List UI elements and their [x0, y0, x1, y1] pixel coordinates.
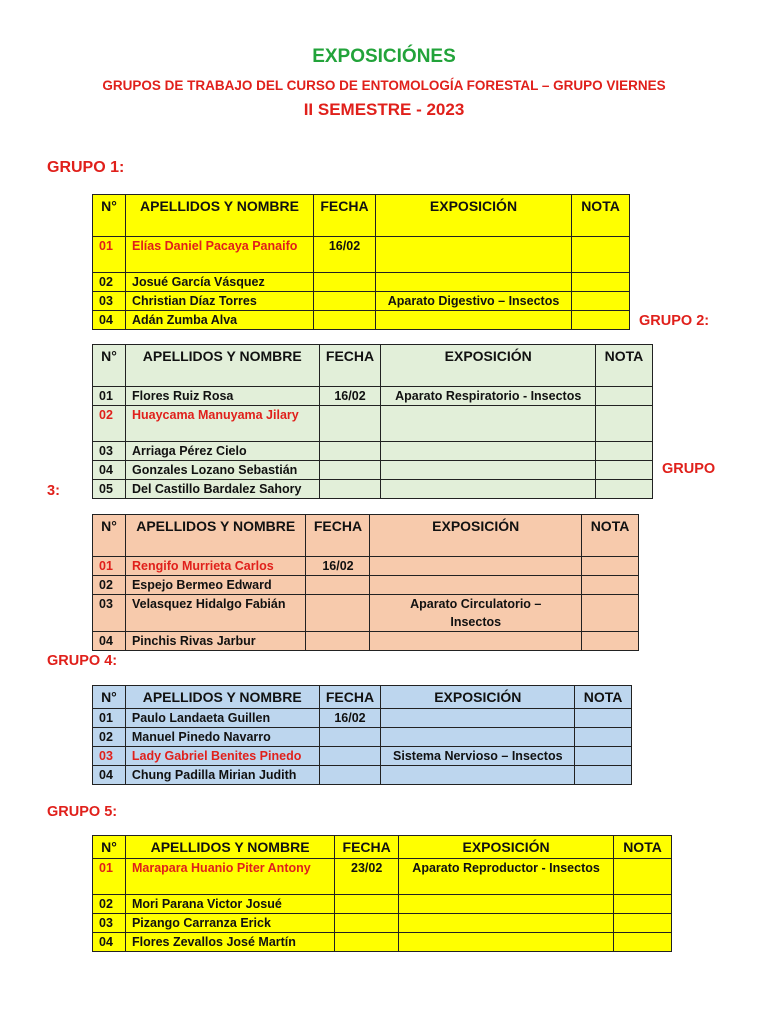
col-header-number: N° [93, 515, 126, 557]
grade-cell [595, 406, 652, 442]
table-row [93, 709, 632, 728]
row-number: 01 [93, 387, 126, 406]
col-header-date: FECHA [335, 836, 399, 859]
exposition-date [319, 728, 381, 747]
exposition-topic [370, 557, 582, 576]
exposition-date [335, 895, 399, 914]
row-number: 04 [93, 311, 126, 330]
col-header-grade: NOTA [575, 686, 632, 709]
table-row [93, 273, 630, 292]
col-header-exposition: EXPOSICIÓN [381, 686, 575, 709]
grade-cell [582, 576, 639, 595]
col-header-number: N° [93, 345, 126, 387]
col-header-exposition: EXPOSICIÓN [376, 195, 572, 237]
exposition-topic [376, 237, 572, 273]
row-number: 04 [93, 933, 126, 952]
exposition-topic: Sistema Nervioso – Insectos [381, 747, 575, 766]
row-number: 04 [93, 461, 126, 480]
table-row [93, 766, 632, 785]
exposition-date: 16/02 [319, 387, 381, 406]
row-number: 04 [93, 632, 126, 651]
exposition-date [319, 442, 381, 461]
exposition-date [314, 292, 376, 311]
exposition-date [306, 576, 370, 595]
group-2-table [92, 344, 653, 499]
student-name: Josué García Vásquez [126, 273, 314, 292]
exposition-date [335, 933, 399, 952]
row-number: 03 [93, 595, 126, 632]
table-row [93, 557, 639, 576]
table-row [93, 442, 653, 461]
exposition-topic [381, 442, 596, 461]
table-row [93, 292, 630, 311]
grade-cell [572, 273, 630, 292]
student-name: Elías Daniel Pacaya Panaifo [126, 237, 314, 273]
group-5-label: GRUPO 5: [47, 804, 118, 820]
exposition-date [306, 632, 370, 651]
document-title: EXPOSICIÓNES [312, 46, 456, 67]
row-number: 05 [93, 480, 126, 499]
row-number: 03 [93, 292, 126, 311]
exposition-topic [381, 480, 596, 499]
row-number: 02 [93, 273, 126, 292]
student-name: Lady Gabriel Benites Pinedo [125, 747, 319, 766]
student-name: Adán Zumba Alva [126, 311, 314, 330]
semester-label: II SEMESTRE - 2023 [303, 100, 465, 119]
group-2-label: GRUPO 2: [639, 313, 710, 329]
exposition-date [319, 406, 381, 442]
col-header-exposition: EXPOSICIÓN [381, 345, 596, 387]
table-row [93, 406, 653, 442]
col-header-number: N° [93, 686, 126, 709]
grade-cell [572, 292, 630, 311]
table-row [93, 933, 672, 952]
table-row [93, 461, 653, 480]
col-header-grade: NOTA [614, 836, 672, 859]
row-number: 02 [93, 406, 126, 442]
row-number: 03 [93, 747, 126, 766]
grade-cell [595, 461, 652, 480]
col-header-date: FECHA [319, 686, 381, 709]
group-3-label-cont: 3: [47, 483, 60, 499]
exposition-topic [376, 311, 572, 330]
exposition-topic [370, 632, 582, 651]
grade-cell [614, 914, 672, 933]
exposition-date: 16/02 [314, 237, 376, 273]
col-header-name: APELLIDOS Y NOMBRE [125, 686, 319, 709]
table-row [93, 480, 653, 499]
student-name: Huaycama Manuyama Jilary [125, 406, 319, 442]
exposition-date [319, 480, 381, 499]
exposition-date: 16/02 [319, 709, 381, 728]
col-header-number: N° [93, 195, 126, 237]
document-subtitle: GRUPOS DE TRABAJO DEL CURSO DE ENTOMOLOGÍA FORESTAL – GRUPO VIERNES [102, 78, 666, 93]
student-name: Espejo Bermeo Edward [125, 576, 306, 595]
col-header-date: FECHA [319, 345, 381, 387]
exposition-date: 16/02 [306, 557, 370, 576]
group-4-label: GRUPO 4: [47, 653, 118, 669]
col-header-name: APELLIDOS Y NOMBRE [126, 195, 314, 237]
table-row [93, 576, 639, 595]
grade-cell [572, 311, 630, 330]
col-header-grade: NOTA [595, 345, 652, 387]
grade-cell [595, 387, 652, 406]
table-row [93, 747, 632, 766]
table-row [93, 387, 653, 406]
student-name: Gonzales Lozano Sebastián [125, 461, 319, 480]
row-number: 01 [93, 557, 126, 576]
col-header-name: APELLIDOS Y NOMBRE [125, 345, 319, 387]
exposition-topic [376, 273, 572, 292]
exposition-topic: Aparato Circulatorio – Insectos [370, 595, 582, 632]
grade-cell [595, 442, 652, 461]
exposition-topic [381, 406, 596, 442]
group-5-table [92, 835, 672, 952]
exposition-date [306, 595, 370, 632]
exposition-topic [381, 461, 596, 480]
row-number: 02 [93, 895, 126, 914]
group-3-label: GRUPO [662, 461, 716, 477]
grade-cell [575, 747, 632, 766]
exposition-topic: Aparato Respiratorio - Insectos [381, 387, 596, 406]
student-name: Pinchis Rivas Jarbur [125, 632, 306, 651]
col-header-name: APELLIDOS Y NOMBRE [125, 836, 334, 859]
table-row [93, 632, 639, 651]
table-row [93, 311, 630, 330]
student-name: Marapara Huanio Piter Antony [125, 859, 334, 895]
col-header-grade: NOTA [582, 515, 639, 557]
student-name: Manuel Pinedo Navarro [125, 728, 319, 747]
group-1-label: GRUPO 1: [47, 159, 125, 176]
col-header-grade: NOTA [572, 195, 630, 237]
grade-cell [575, 766, 632, 785]
grade-cell [614, 933, 672, 952]
row-number: 04 [93, 766, 126, 785]
row-number: 02 [93, 576, 126, 595]
exposition-topic [381, 728, 575, 747]
col-header-number: N° [93, 836, 126, 859]
group-4-table [92, 685, 632, 785]
row-number: 03 [93, 442, 126, 461]
exposition-topic [381, 766, 575, 785]
exposition-topic [370, 576, 582, 595]
col-header-date: FECHA [314, 195, 376, 237]
grade-cell [575, 709, 632, 728]
table-row [93, 895, 672, 914]
table-row [93, 237, 630, 273]
student-name: Del Castillo Bardalez Sahory [125, 480, 319, 499]
grade-cell [595, 480, 652, 499]
col-header-name: APELLIDOS Y NOMBRE [125, 515, 306, 557]
exposition-date: 23/02 [335, 859, 399, 895]
table-row [93, 859, 672, 895]
student-name: Velasquez Hidalgo Fabián [125, 595, 306, 632]
col-header-exposition: EXPOSICIÓN [399, 836, 614, 859]
student-name: Paulo Landaeta Guillen [125, 709, 319, 728]
student-name: Pizango Carranza Erick [125, 914, 334, 933]
grade-cell [614, 859, 672, 895]
row-number: 02 [93, 728, 126, 747]
table-row [93, 595, 639, 632]
student-name: Flores Zevallos José Martín [125, 933, 334, 952]
row-number: 01 [93, 859, 126, 895]
student-name: Chung Padilla Mirian Judith [125, 766, 319, 785]
student-name: Flores Ruiz Rosa [125, 387, 319, 406]
exposition-topic [399, 895, 614, 914]
exposition-date [319, 747, 381, 766]
exposition-topic [399, 933, 614, 952]
grade-cell [582, 632, 639, 651]
exposition-date [319, 766, 381, 785]
exposition-date [314, 311, 376, 330]
exposition-topic [381, 709, 575, 728]
exposition-topic [399, 914, 614, 933]
exposition-topic: Aparato Reproductor - Insectos [399, 859, 614, 895]
grade-cell [614, 895, 672, 914]
grade-cell [575, 728, 632, 747]
col-header-exposition: EXPOSICIÓN [370, 515, 582, 557]
exposition-topic: Aparato Digestivo – Insectos [376, 292, 572, 311]
student-name: Rengifo Murrieta Carlos [125, 557, 306, 576]
table-row [93, 914, 672, 933]
group-3-table [92, 514, 639, 651]
exposition-date [335, 914, 399, 933]
row-number: 01 [93, 237, 126, 273]
table-row [93, 728, 632, 747]
student-name: Arriaga Pérez Cielo [125, 442, 319, 461]
group-1-table [92, 194, 630, 330]
row-number: 03 [93, 914, 126, 933]
student-name: Mori Parana Victor Josué [125, 895, 334, 914]
exposition-date [314, 273, 376, 292]
grade-cell [572, 237, 630, 273]
grade-cell [582, 557, 639, 576]
exposition-date [319, 461, 381, 480]
student-name: Christian Díaz Torres [126, 292, 314, 311]
grade-cell [582, 595, 639, 632]
row-number: 01 [93, 709, 126, 728]
col-header-date: FECHA [306, 515, 370, 557]
